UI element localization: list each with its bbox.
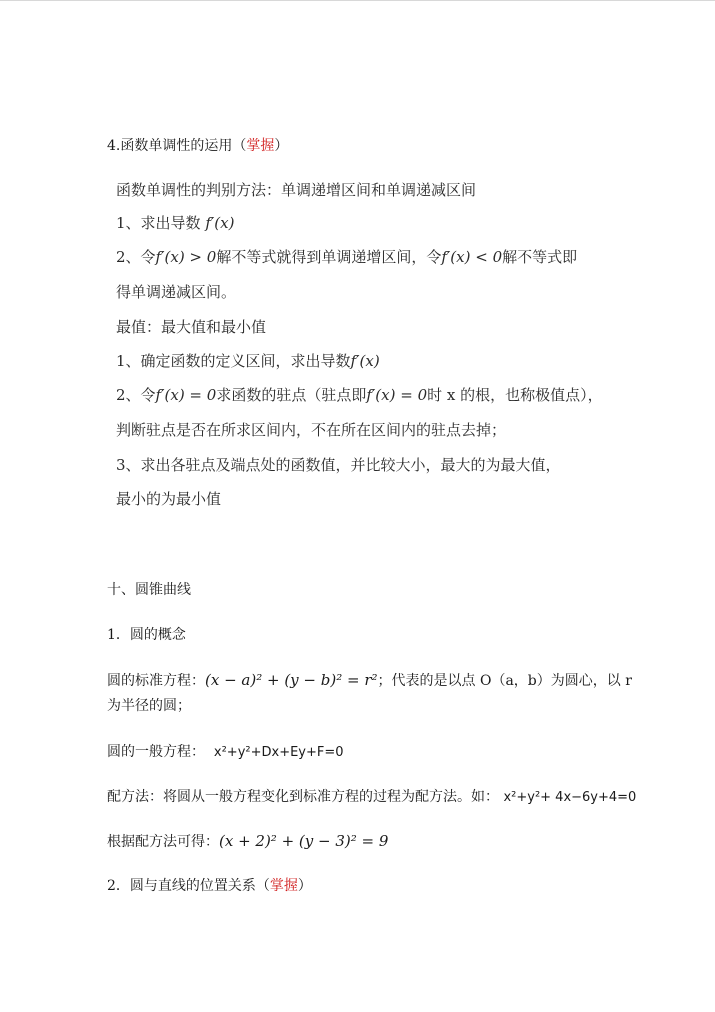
criteria-text: 函数单调性的判别方法：单调递增区间和单调递减区间 xyxy=(116,181,477,199)
step-text: 3、求出各驻点及端点处的函数值，并比较大小，最大的为最大值， xyxy=(116,456,561,474)
label-text: 圆的标准方程： xyxy=(107,673,205,689)
label-text: 根据配方法可得： xyxy=(107,834,219,850)
extrema-step-2-continued xyxy=(116,421,506,439)
description-text: 为半径的圆； xyxy=(107,698,191,714)
derivative-zero: f′(x) = 0 xyxy=(366,386,428,404)
derivative-formula: f′(x) xyxy=(205,214,235,232)
section-4-heading xyxy=(107,138,288,155)
section-10-heading xyxy=(107,582,191,599)
general-equation-line xyxy=(107,744,344,761)
mastery-tag: 掌握 xyxy=(246,138,275,154)
mastery-tag: 掌握 xyxy=(269,878,298,894)
step-text: 求函数的驻点（驻点即 xyxy=(216,386,367,404)
extrema-step-1 xyxy=(116,352,380,370)
subsection-1-title: 1．圆的概念 xyxy=(107,627,186,643)
step-text: 最小的为最小值 xyxy=(116,490,222,508)
paren-close: ） xyxy=(274,138,289,154)
label-text: 配方法：将圆从一般方程变化到标准方程的过程为配方法。如： xyxy=(107,789,499,805)
step-text: 得单调递减区间。 xyxy=(116,283,237,301)
step-text: 解不等式即 xyxy=(502,248,578,266)
general-equation-formula: x²+y²+Dx+Ey+F=0 xyxy=(213,745,344,760)
page-top-border xyxy=(0,0,715,1)
step-text: 1、确定函数的定义区间，求出导数 xyxy=(116,352,351,370)
step-text: 判断驻点是否在所求区间内，不在所在区间内的驻点去掉； xyxy=(116,421,507,439)
extrema-heading xyxy=(116,318,266,336)
derivative-zero: f′(x) = 0 xyxy=(155,386,217,404)
derivative-formula: f′(x) xyxy=(350,352,380,370)
standard-equation-line xyxy=(107,671,632,690)
circle-concept-heading xyxy=(107,627,186,644)
step-text: 时 x 的根，也称极值点）， xyxy=(427,386,603,404)
step-text: 2、令 xyxy=(116,386,156,404)
step-text: 2、令 xyxy=(116,248,156,266)
circle-line-relation-heading xyxy=(107,878,312,895)
step-text: 解不等式就得到单调递增区间，令 xyxy=(216,248,442,266)
step-2-continued xyxy=(116,283,236,301)
standard-equation-formula: (x − a)² + (y − b)² = r² xyxy=(205,671,378,689)
extrema-title: 最值：最大值和最小值 xyxy=(116,318,267,336)
extrema-step-3 xyxy=(116,456,561,474)
step-text: 1、求出导数 xyxy=(116,214,201,232)
result-equation: (x + 2)² + (y − 3)² = 9 xyxy=(219,832,389,850)
label-text: 圆的一般方程： xyxy=(107,744,205,760)
section-10-title: 十、圆锥曲线 xyxy=(107,582,191,598)
step-1-derivative xyxy=(116,214,234,232)
subsection-2-title: 2．圆与直线的位置关系（ xyxy=(107,878,270,894)
completing-square-line xyxy=(107,789,636,806)
monotonic-criteria-line xyxy=(116,181,476,199)
section-4-title: 4.函数单调性的运用（ xyxy=(107,138,247,154)
result-line xyxy=(107,832,388,851)
extrema-step-2 xyxy=(116,386,603,404)
paren-close: ） xyxy=(297,878,312,894)
derivative-positive: f′(x) > 0 xyxy=(155,248,217,266)
description-text: ；代表的是以点 O（a，b）为圆心，以 r xyxy=(377,673,632,689)
standard-equation-line-2 xyxy=(107,698,191,715)
derivative-negative: f′(x) < 0 xyxy=(441,248,503,266)
example-equation: x²+y²+ 4x−6y+4=0 xyxy=(503,790,637,805)
extrema-step-3-continued xyxy=(116,490,221,508)
step-2-inequality xyxy=(116,248,577,266)
